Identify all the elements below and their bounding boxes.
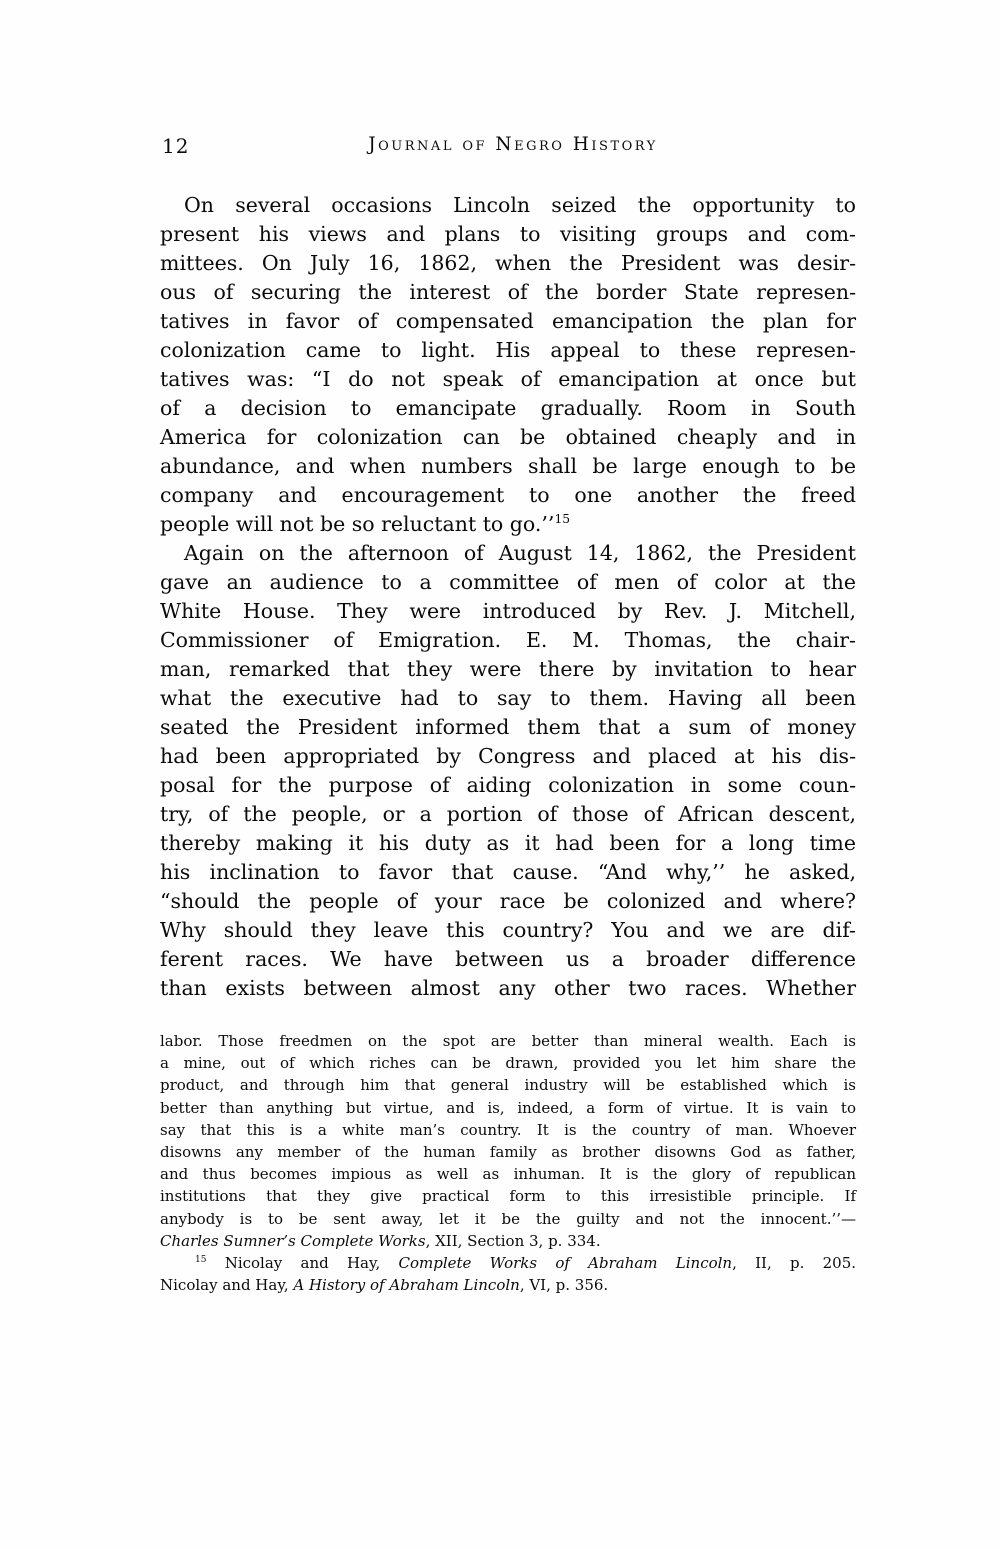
text-line	[160, 249, 856, 278]
text-segment: colonization came to light. His appeal to these represen-	[160, 338, 856, 362]
text-line	[160, 829, 856, 858]
text-segment: tatives was: “I do not speak of emancipation at once but	[160, 367, 856, 391]
text-line	[160, 916, 856, 945]
text-segment: man, remarked that they were there by invitation to hear	[160, 657, 856, 681]
text-segment: , VI, p. 356.	[519, 1276, 609, 1295]
text-segment: tatives in favor of compensated emancipation the plan for	[160, 309, 856, 333]
text-column	[160, 134, 856, 1296]
text-line	[160, 684, 856, 713]
text-segment: people will not be so reluctant to go.’’	[160, 512, 555, 536]
running-title: Journal of Negro History	[368, 134, 658, 155]
text-segment: Why should they leave this country? You and we are dif-	[160, 918, 856, 942]
text-line	[160, 1163, 856, 1185]
text-segment: mittees. On July 16, 1862, when the President was desir-	[160, 251, 856, 275]
text-segment: labor. Those freedmen on the spot are better than mineral wealth. Each is	[160, 1032, 856, 1050]
text-segment: Commissioner of Emigration. E. M. Thomas, the chair-	[160, 628, 856, 652]
book-title: Charles Sumner’s Complete Works	[160, 1231, 426, 1250]
text-segment: had been appropriated by Congress and placed at his dis-	[160, 744, 856, 768]
text-line	[160, 568, 856, 597]
text-segment: posal for the purpose of aiding colonization in some coun-	[160, 773, 856, 797]
text-segment: try, of the people, or a portion of those of African descent,	[160, 802, 856, 826]
text-segment: than exists between almost any other two races. Whether	[160, 976, 856, 1000]
text-line	[160, 1274, 856, 1296]
text-line	[160, 974, 856, 1003]
text-line	[160, 945, 856, 974]
footnote-marker: 15	[195, 1255, 207, 1266]
text-line	[160, 1185, 856, 1207]
text-segment: say that this is a white man’s country. It is the country of man. Whoever	[160, 1120, 856, 1139]
text-line	[160, 1074, 856, 1096]
text-line	[160, 336, 856, 365]
text-line	[160, 1097, 856, 1119]
text-segment: product, and through him that general industry will be established which is	[160, 1076, 856, 1095]
text-line	[160, 771, 856, 800]
text-line	[160, 452, 856, 481]
text-line	[160, 191, 856, 220]
text-segment: better than anything but virtue, and is, indeed, a form of virtue. It is vain to	[160, 1098, 856, 1117]
text-line	[160, 1141, 856, 1163]
text-line	[160, 887, 856, 916]
text-line	[160, 365, 856, 394]
text-segment: a mine, out of which riches can be drawn, provided you let him share the	[160, 1054, 856, 1073]
text-segment: On several occasions Lincoln seized the opportunity to	[184, 193, 856, 217]
text-segment: his inclination to favor that cause. “And why,’’ he asked,	[160, 860, 856, 884]
text-line	[160, 278, 856, 307]
page-number: 12	[162, 134, 190, 158]
text-line	[160, 394, 856, 423]
text-segment: “should the people of your race be colonized and where?	[160, 889, 856, 913]
text-segment: , II, p. 205.	[732, 1254, 857, 1273]
text-line	[160, 481, 856, 510]
text-segment: and thus becomes impious as well as inhuman. It is the glory of republican	[160, 1165, 856, 1184]
text-segment: Nicolay and Hay,	[160, 1276, 294, 1295]
text-line	[160, 539, 856, 568]
text-segment: America for colonization can be obtained cheaply and in	[160, 425, 856, 449]
text-segment: seated the President informed them that a sum of money	[160, 715, 856, 739]
text-line	[160, 655, 856, 684]
text-line	[160, 1230, 856, 1252]
text-line	[160, 1030, 856, 1052]
text-line	[160, 1252, 856, 1274]
text-line	[160, 1208, 856, 1230]
text-segment: , XII, Section 3, p. 334.	[425, 1231, 601, 1250]
text-line	[160, 858, 856, 887]
text-segment: Again on the afternoon of August 14, 1862, the President	[184, 541, 856, 565]
text-line	[160, 800, 856, 829]
paragraph	[160, 191, 856, 539]
text-segment: thereby making it his duty as it had been for a long time	[160, 831, 856, 855]
text-segment: present his views and plans to visiting groups and com-	[160, 222, 856, 246]
text-line	[160, 713, 856, 742]
text-segment: disowns any member of the human family as brother disowns God as father,	[160, 1143, 856, 1162]
text-line	[160, 510, 856, 539]
body-text	[160, 191, 856, 1003]
text-line	[160, 1052, 856, 1074]
text-line	[160, 1119, 856, 1141]
text-line	[160, 742, 856, 771]
paragraph	[160, 539, 856, 1003]
text-line	[160, 307, 856, 336]
text-segment: company and encouragement to one another the freed	[160, 483, 856, 507]
text-segment: White House. They were introduced by Rev. J. Mitchell,	[160, 599, 856, 623]
text-segment: gave an audience to a committee of men of color at the	[160, 570, 856, 594]
book-title: A History of Abraham Lincoln	[293, 1276, 520, 1295]
footnotes	[160, 1030, 856, 1296]
text-line	[160, 597, 856, 626]
book-title: Complete Works of Abraham Lincoln	[398, 1254, 733, 1273]
text-line	[160, 626, 856, 655]
page-header	[160, 134, 856, 160]
footnote-marker: 15	[554, 512, 571, 527]
text-line	[160, 423, 856, 452]
text-segment: institutions that they give practical form to this irresistible principle. If	[160, 1187, 856, 1206]
text-segment: what the executive had to say to them. Having all been	[160, 686, 856, 710]
text-segment: abundance, and when numbers shall be large enough to be	[160, 454, 856, 478]
text-line	[160, 220, 856, 249]
text-segment: of a decision to emancipate gradually. Room in South	[160, 396, 856, 420]
text-segment: anybody is to be sent away, let it be the guilty and not the innocent.’’—	[160, 1209, 856, 1228]
text-segment: Nicolay and Hay,	[206, 1254, 399, 1273]
text-segment: ferent races. We have between us a broader difference	[160, 947, 856, 971]
text-segment: ous of securing the interest of the border State represen-	[160, 280, 856, 304]
